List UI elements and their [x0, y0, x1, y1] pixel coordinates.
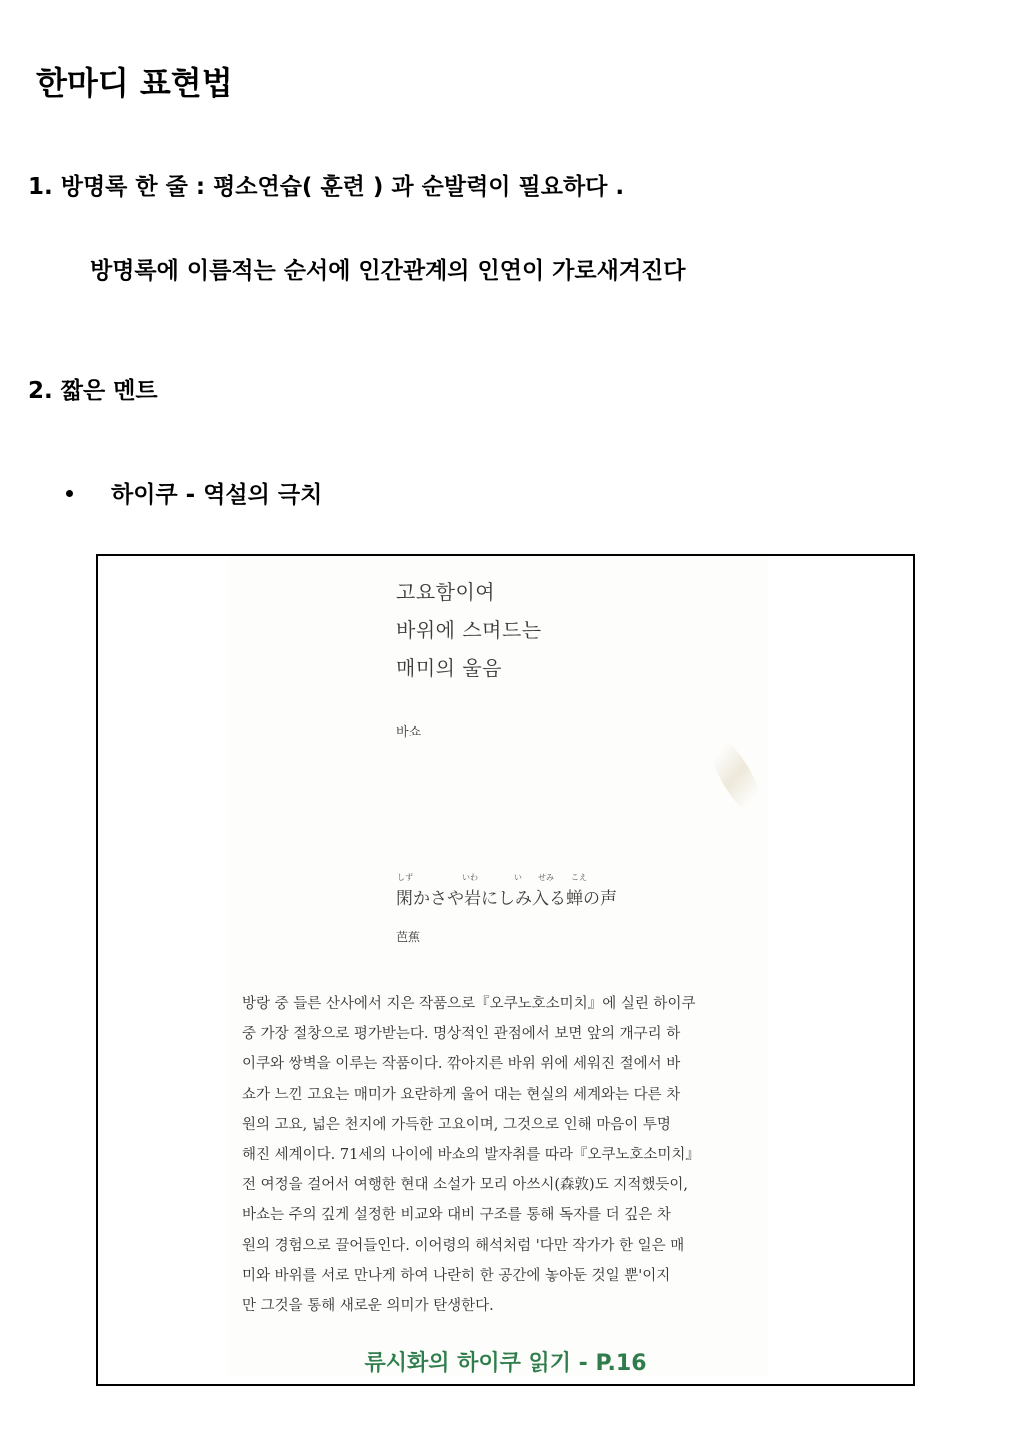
poem-author-korean: 바쇼 [396, 725, 422, 740]
poem-line-2: 바위에 스며드는 [396, 618, 542, 642]
commentary-line: 방랑 중 들른 산사에서 지은 작품으로『오쿠노호소미치』에 실린 하이쿠 [242, 996, 696, 1012]
section-1-heading: 1. 방명록 한 줄 : 평소연습( 훈련 ) 과 순발력이 필요하다 . [28, 174, 625, 200]
furigana-i: い [514, 873, 522, 882]
commentary-line: 전 여정을 걸어서 여행한 현대 소설가 모리 아쓰시(森敦)도 지적했듯이, [242, 1177, 688, 1194]
poem-line-1: 고요함이여 [396, 580, 496, 604]
bullet-haiku-text: 하이쿠 - 역설의 극치 [111, 482, 323, 508]
source-caption: 류시화의 하이쿠 읽기 - P.16 [364, 1351, 647, 1376]
furigana-iwa: いわ [462, 873, 478, 882]
commentary-line: 해진 세계이다. 71세의 나이에 바쇼의 발자취를 따라『오쿠노호소미치』 [242, 1147, 700, 1164]
page-title: 한마디 표현법 [36, 64, 233, 102]
poem-line-3: 매미의 울음 [396, 656, 502, 680]
commentary-line: 만 그것을 통해 새로운 의미가 탄생한다. [242, 1298, 494, 1315]
commentary-line: 원의 고요, 넓은 천지에 가득한 고요이며, 그것으로 인해 마음이 투명 [242, 1116, 671, 1133]
section-2-heading: 2. 짧은 멘트 [28, 378, 158, 404]
bullet-haiku [66, 476, 322, 509]
section-1-subtext: 방명록에 이름적는 순서에 인간관계의 인연이 가로새겨진다 [90, 258, 686, 284]
commentary-line: 이쿠와 쌍벽을 이루는 작품이다. 깎아지른 바위 위에 세워진 절에서 바 [242, 1056, 681, 1073]
commentary-line: 원의 경험으로 끌어들인다. 이어령의 해석처럼 '다만 작가가 한 일은 매 [242, 1237, 685, 1254]
commentary-line: 중 가장 절창으로 평가받는다. 명상적인 관점에서 보면 앞의 개구리 하 [242, 1026, 681, 1043]
commentary-line: 바쇼는 주의 깊게 설정한 비교와 대비 구조를 통해 독자를 더 깊은 차 [242, 1207, 671, 1224]
poem-author-japanese: 芭蕉 [396, 930, 421, 944]
furigana-shizu: しず [397, 873, 413, 882]
scanned-book-page [96, 554, 915, 1386]
furigana-semi: せみ [538, 873, 554, 882]
haiku-japanese: 閑かさや岩にしみ入る蝉の声 [396, 889, 617, 909]
commentary-line: 미와 바위를 서로 만나게 하여 나란히 한 공간에 놓아둔 것일 뿐'이지 [242, 1267, 671, 1284]
commentary-line: 쇼가 느낀 고요는 매미가 요란하게 울어 대는 현실의 세계와는 다른 차 [242, 1086, 681, 1103]
commentary-paragraph [242, 989, 732, 1321]
furigana-koe: こえ [571, 873, 587, 882]
bullet-dot-icon [66, 490, 73, 497]
